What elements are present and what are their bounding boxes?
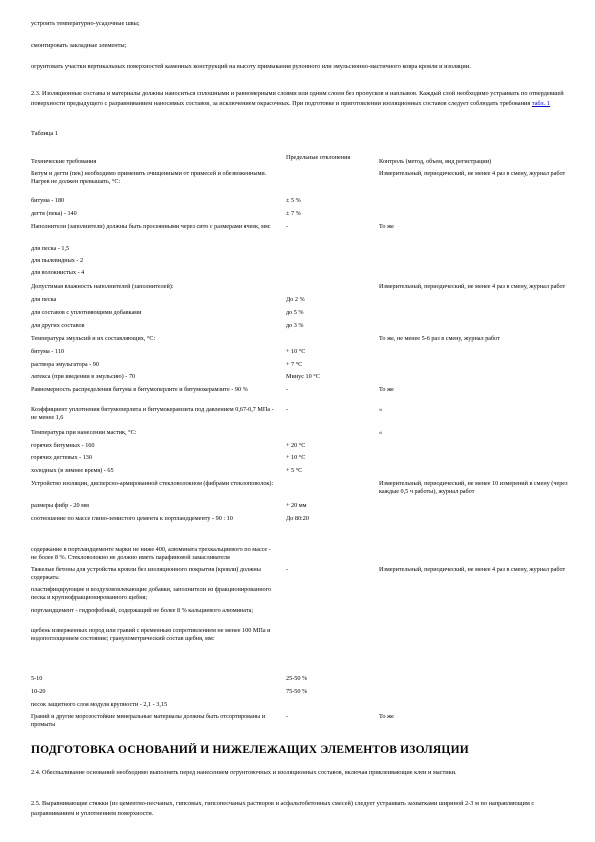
requirement-cell: битума - 180: [31, 197, 65, 204]
requirement-cell: Гравий и другие морозостойкие минеральные материалы должны быть отсортированы и промыты: [31, 713, 266, 728]
tolerance-cell: -: [286, 566, 289, 573]
tolerance-cell: + 5 °С: [286, 467, 303, 474]
requirement-cell: битума - 110: [31, 348, 64, 355]
section-heading: ПОДГОТОВКА ОСНОВАНИЙ И НИЖЕЛЕЖАЩИХ ЭЛЕМЕНТОВ ИЗОЛЯЦИИ: [31, 744, 469, 756]
requirement-cell: Устройство изоляции, дисперсно-армированной стекловолокном (фибрами стеклоповолок):: [31, 480, 274, 487]
control-cell: «: [379, 429, 383, 436]
tolerance-cell: до 5 %: [286, 309, 304, 316]
requirement-cell: горячих битумных - 160: [31, 442, 95, 449]
paragraph-text: 2.3. Изоляционные составы и материалы должны наноситься сплошными и равномерными слоями или одним слоем без пропусков и наплывов. Каждый слой необходимо устраивать по отвердевшей поверхности предыдущего с разравниванием наносимых составов, за исключением окрасочных. При подготовке и приготовлении изоляционных составов следует соблюдать требования: [31, 90, 564, 107]
requirement-cell: раствора эмульгатора - 90: [31, 361, 99, 368]
paragraph-2-5: 2.5. Выравнивающие стяжки (из цементно-песчаных, гипсовых, гипсопесчаных растворов и асфальтобетонных смесей) следует устраивать захватками шириной 2-3 м по направляющим с разравниванием и уплотнением поверхности.: [31, 800, 535, 817]
paragraph-2-4: 2.4. Обеспыливание оснований необходимо выполнять перед нанесением огрунтовочных и изоляционных составов, включая приклеивающие клеи и мастики.: [31, 769, 457, 776]
requirement-cell: латекса (при введении в эмульсию) - 70: [31, 373, 136, 380]
requirement-cell: для составов с уплотняющими добавками: [31, 309, 142, 316]
tolerance-cell: -: [286, 223, 289, 230]
table-caption: Таблица 1: [31, 130, 58, 137]
paragraph: смонтировать закладные элементы;: [31, 42, 127, 49]
control-cell: То же: [379, 386, 394, 393]
tolerance-cell: -: [286, 386, 289, 393]
control-cell: То же: [379, 713, 394, 720]
requirement-cell: для других составов: [31, 322, 85, 329]
requirement-cell: песок защитного слоя модуля крупности - 2,1 - 3,15: [31, 701, 168, 708]
requirement-cell: Температура при нанесении мастик, °С:: [31, 429, 137, 436]
tolerance-cell: -: [286, 406, 289, 413]
requirement-cell: Наполнители (заполнители) должны быть просеянными через сито с размерами ячеек, мм:: [31, 223, 271, 230]
control-cell: Измерительный, периодический, не менее 4 раз в смену, журнал работ: [379, 283, 566, 290]
tolerance-cell: ± 5 %: [286, 197, 301, 204]
requirement-cell: соотношение по массе глино-земистого цемента к портландцементу - 90 : 10: [31, 515, 233, 522]
requirement-cell: Тяжелые бетоны для устройства кровли без изоляционного покрытия (кровли) должны содержать:: [31, 566, 261, 581]
tolerance-cell: + 20 мм: [286, 502, 307, 509]
table-1-link[interactable]: табл. 1: [531, 100, 550, 107]
tolerance-cell: ± 7 %: [286, 210, 301, 217]
tolerance-cell: + 7 °С: [286, 361, 303, 368]
header-requirements: Технические требования: [31, 158, 97, 165]
tolerance-cell: + 20 °С: [286, 442, 306, 449]
requirement-cell: для песка: [31, 296, 57, 303]
paragraph-2-3: [31, 89, 571, 109]
control-cell: То же, не менее 5-6 раз в смену, журнал работ: [379, 335, 500, 342]
tolerance-cell: -: [286, 713, 289, 720]
requirement-cell: для пылевидных - 2: [31, 257, 84, 264]
requirement-cell: горячих дегтевых - 130: [31, 454, 92, 461]
tolerance-cell: Минус 10 °С: [286, 373, 320, 380]
requirement-cell: портландцемент - гидрофобный, содержащий не более 8 % кальциевого алюмината;: [31, 607, 254, 614]
requirement-cell: Битум и дегти (пек) необходимо применять очищенными от примесей и обезвоженными. Нагрев не должен превышать, °С:: [31, 170, 267, 185]
control-cell: «: [379, 406, 383, 413]
tolerance-cell: До 2 %: [286, 296, 305, 303]
requirement-cell: для волокнистых - 4: [31, 269, 85, 276]
requirement-cell: щебень изверженных пород или гравий с временным сопротивлением не менее 100 МПа и водопоглощением состояние; гранулометрический состав щебня, мм:: [31, 627, 271, 642]
requirement-cell: Температура эмульсий и их составляющих, °С:: [31, 335, 156, 342]
requirement-cell: Коэффициент уплотнения битумоперлита и битумокерамзита под давлением 0,67-0,7 МПа - не менее 1,6: [31, 406, 274, 421]
requirement-cell: дегтя (пека) - 140: [31, 210, 77, 217]
requirement-cell: для песка - 1,5: [31, 245, 70, 252]
tolerance-cell: до 3 %: [286, 322, 304, 329]
control-cell: Измерительный, периодический, не менее 4 раз в смену, журнал работ: [379, 566, 566, 573]
requirement-cell: 5-10: [31, 675, 43, 682]
control-cell: Измерительный, периодический, не менее 10 измерений в смену (через каждые 0,5 ч работы), журнал работ: [379, 480, 568, 495]
requirement-cell: размеры фибр - 20 мм: [31, 502, 89, 509]
header-control: Контроль (метод, объем, вид регистрации): [379, 158, 492, 165]
control-cell: Измерительный, периодический, не менее 4 раз в смену, журнал работ: [379, 170, 566, 177]
requirement-cell: содержание в портландцементе марки не ниже 400, алюмината трехкальциевого по массе - не более 8 %. Стекловолокно не должно иметь парафиновой замасливателя: [31, 546, 271, 561]
header-tolerances: Предельные отклонения: [286, 154, 351, 161]
tolerance-cell: + 10 °С: [286, 454, 306, 461]
requirement-cell: Равномерность распределения битума в битумоперлите и битумокерамзите - 90 %: [31, 386, 248, 393]
control-cell: То же: [379, 223, 394, 230]
tolerance-cell: 75-50 %: [286, 688, 308, 695]
requirement-cell: пластифицирующие и воздухововлекающие добавки, заполнители из фракционированного песка и крупнофракционированного щебня;: [31, 586, 272, 601]
requirement-cell: 10-20: [31, 688, 46, 695]
tolerance-cell: 25-50 %: [286, 675, 308, 682]
requirement-cell: холодных (в зимнее время) - 65: [31, 467, 114, 474]
requirement-cell: Допустимая влажность наполнителей (заполнителей):: [31, 283, 174, 290]
paragraph: устроить температурно-усадочные швы;: [31, 20, 140, 27]
tolerance-cell: До 80:20: [286, 515, 309, 522]
tolerance-cell: + 10 °С: [286, 348, 306, 355]
paragraph: огрунтовать участки вертикальных поверхностей каменных конструкций на высоту примыкания рулонного или эмульсионно-мастичного ковра кровли и изоляции.: [31, 63, 471, 70]
